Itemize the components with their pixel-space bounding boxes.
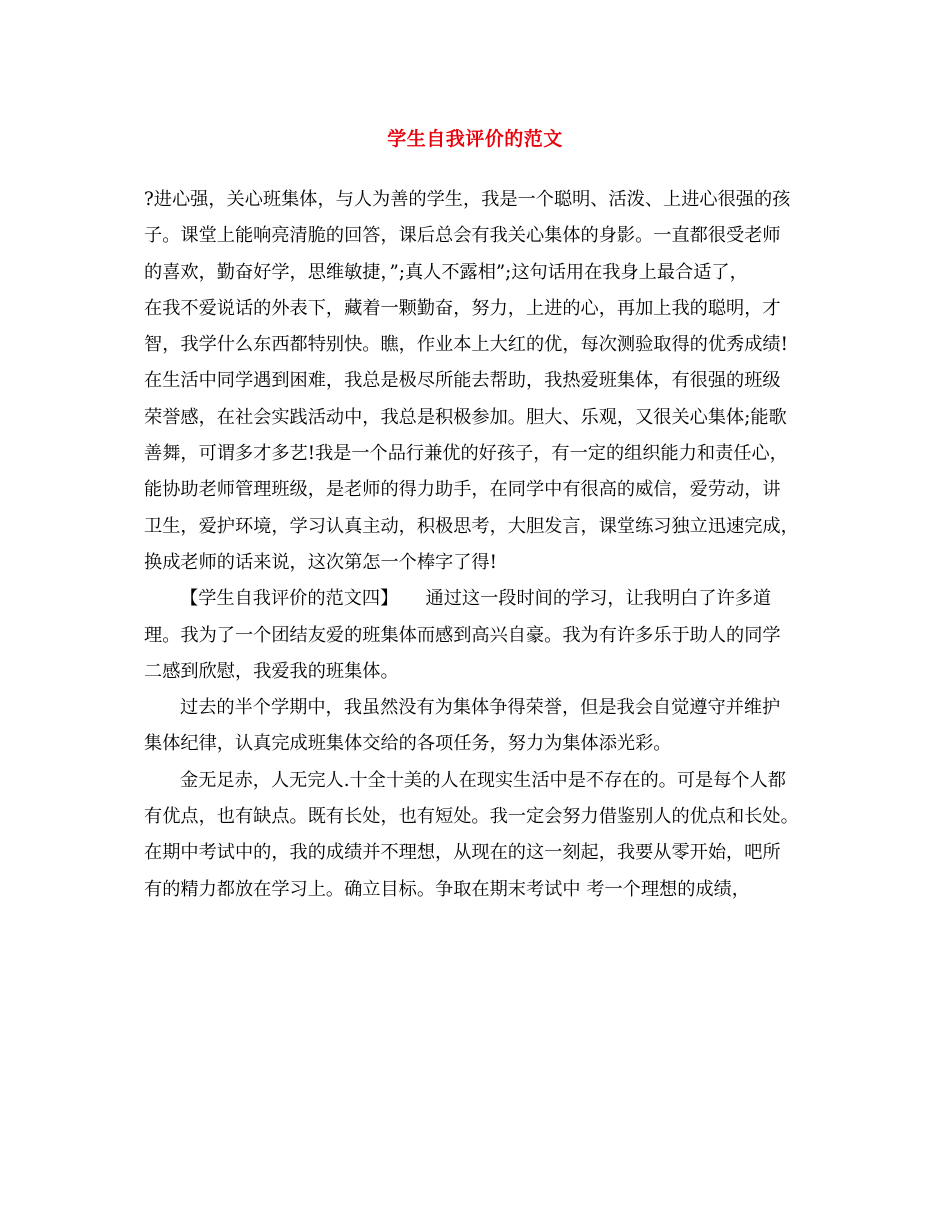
document-title: 学生自我评价的范文 — [387, 128, 563, 150]
text-line: 子。课堂上能响亮清脆的回答，课后总会有我关心集体的身影。一直都很受老师 — [144, 225, 781, 247]
text-line: 荣誉感，在社会实践活动中，我总是积极参加。胆大、乐观，又很关心集体;能歌 — [144, 406, 787, 428]
text-line: 在期中考试中的，我的成绩并不理想，从现在的这一刻起，我要从零开始，吧所 — [144, 842, 781, 864]
text-line: 善舞，可谓多才多艺!我是一个品行兼优的好孩子，有一定的组织能力和责任心， — [144, 443, 788, 465]
text-line: 二感到欣慰，我爱我的班集体。 — [144, 660, 399, 682]
text-line: 理。我为了一个团结友爱的班集体而感到高兴自豪。我为有许多乐于助人的同学 — [144, 624, 781, 646]
text-line: 过去的半个学期中，我虽然没有为集体争得荣誉，但是我会自觉遵守并维护 — [180, 697, 781, 719]
text-line: 有优点，也有缺点。既有长处，也有短处。我一定会努力借鉴别人的优点和长处。 — [144, 806, 799, 828]
text-line: 有的精力都放在学习上。确立目标。争取在期末考试中 考一个理想的成绩， — [144, 878, 750, 900]
text-line: 智，我学什么东西都特别快。瞧，作业本上大红的优，每次测验取得的优秀成绩! — [144, 334, 788, 356]
text-line: 能协助老师管理班级，是老师的得力助手，在同学中有很高的威信，爱劳动，讲 — [144, 479, 781, 501]
text-line: 在我不爱说话的外表下，藏着一颗勤奋，努力，上进的心，再加上我的聪明，才 — [144, 297, 781, 319]
text-line: 在生活中同学遇到困难，我总是极尽所能去帮助，我热爱班集体，有很强的班级 — [144, 370, 781, 392]
text-line: 卫生，爱护环境，学习认真主动，积极思考，大胆发言，课堂练习独立迅速完成， — [144, 515, 799, 537]
text-line: ?进心强，关心班集体，与人为善的学生，我是一个聪明、活泼、上进心很强的孩 — [144, 189, 791, 210]
document-body — [144, 182, 816, 908]
text-line: 的喜欢，勤奋好学，思维敏捷，”;真人不露相”;这句话用在我身上最合适了， — [144, 261, 748, 283]
text-line: 集体纪律，认真完成班集体交给的各项任务，努力为集体添光彩。 — [144, 733, 672, 755]
text-line: 金无足赤，人无完人.十全十美的人在现实生活中是不存在的。可是每个人都 — [180, 769, 786, 791]
text-line: 【学生自我评价的范文四】 通过这一段时间的学习，让我明白了许多道 — [180, 588, 772, 610]
text-line: 换成老师的话来说，这次第怎一个棒字了得! — [144, 551, 497, 573]
